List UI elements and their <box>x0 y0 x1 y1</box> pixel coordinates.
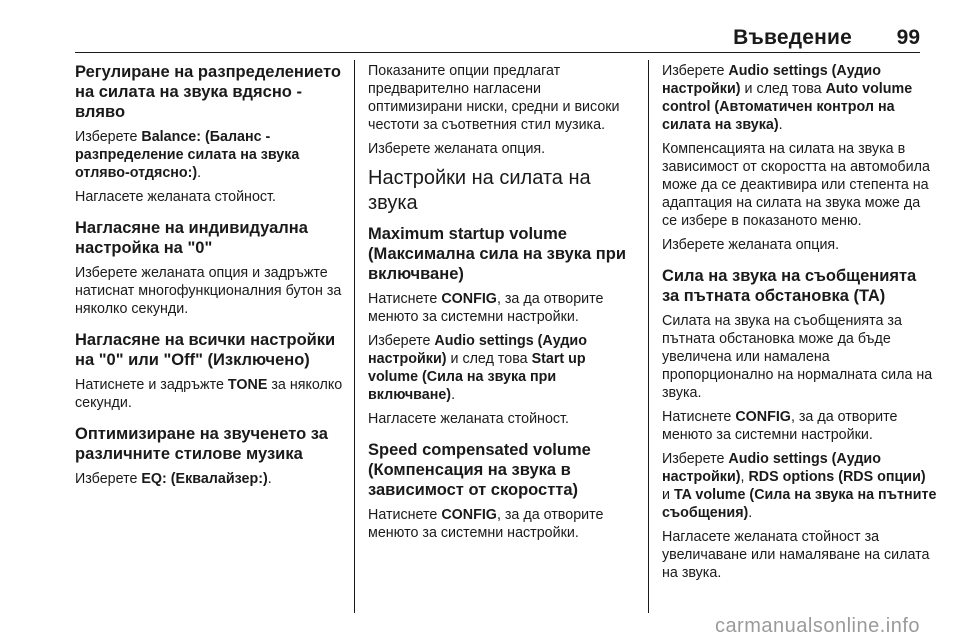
reset-single-heading: Нагласяне на индивидуална настройка на "0" <box>75 219 308 257</box>
ta-config-text: Натиснете CONFIG, за да отворите менюто за системни настройки. <box>662 409 898 443</box>
startup-adjust-text: Нагласете желаната стойност. <box>368 411 569 427</box>
auto-volume-select-text: Изберете Audio settings (Аудио настройки) и след това Auto volume control (Автоматичен контрол на силата на звука). <box>662 63 913 133</box>
page-header <box>40 26 920 54</box>
tone-button-label: TONE <box>227 377 268 393</box>
eq-menu-item: EQ: (Еквалайзер:) <box>141 471 268 487</box>
select-option-text: Изберете желаната опция. <box>368 141 546 157</box>
eq-heading: Оптимизиране на звученето за различните стилове музика <box>75 425 328 463</box>
balance-adjust-text: Нагласете желаната стойност. <box>75 189 276 205</box>
column-left <box>75 62 343 494</box>
ta-volume-heading: Сила на звука на съобщенията за пътната обстановка (TA) <box>662 267 917 305</box>
watermark-text: carmanualsonline.info <box>714 615 920 637</box>
startup-volume-heading: Maximum startup volume (Максимална сила на звука при включване) <box>368 225 626 283</box>
volume-settings-heading: Настройки на силата на звука <box>368 167 591 214</box>
column-divider-2 <box>648 60 649 613</box>
header-divider <box>75 52 920 53</box>
page-number: 99 <box>896 26 920 49</box>
column-middle <box>368 62 636 548</box>
auto-volume-select-option: Изберете желаната опция. <box>662 237 840 253</box>
eq-instruction: Изберете EQ: (Еквалайзер:). <box>75 471 272 487</box>
column-divider-1 <box>354 60 355 613</box>
ta-select-text: Изберете Audio settings (Аудио настройки), RDS options (RDS опции) и TA volume (Сила на звука на пътните съобщения). <box>662 451 937 521</box>
speed-volume-heading: Speed compensated volume (Компенсация на звука в зависимост от скоростта) <box>368 441 591 499</box>
balance-menu-item: Balance: (Баланс - разпределение силата на звука отляво-отдясно:) <box>75 129 300 181</box>
ta-volume-description: Силата на звука на съобщенията за пътната обстановка може да бъде увеличена или намалена пропорционално на нормалната сила на звука. <box>662 313 933 401</box>
speed-config-text: Натиснете CONFIG, за да отворите менюто за системни настройки. <box>368 507 604 541</box>
reset-single-text: Изберете желаната опция и задръжте натиснат многофункционалния бутон за няколко секунди. <box>75 265 342 317</box>
startup-select-text: Изберете Audio settings (Аудио настройки) и след това Start up volume (Сила на звука при включване). <box>368 333 587 403</box>
section-title: Въведение <box>733 26 852 49</box>
reset-all-heading: Нагласяне на всички настройки на "0" или "Off" (Изключено) <box>75 331 336 369</box>
balance-heading: Регулиране на разпределението на силата на звука вдясно - вляво <box>75 63 341 121</box>
balance-instruction: Изберете Balance: (Баланс - разпределение силата на звука отляво-отдясно:). <box>75 129 300 181</box>
startup-config-text: Натиснете CONFIG, за да отворите менюто за системни настройки. <box>368 291 604 325</box>
ta-adjust-text: Нагласете желаната стойност за увеличаване или намаляване на силата на звука. <box>662 529 930 581</box>
column-right <box>662 62 937 588</box>
config-button-label: CONFIG <box>441 291 497 307</box>
reset-all-text: Натиснете и задръжте TONE за няколко секунди. <box>75 377 343 411</box>
auto-volume-description: Компенсацията на силата на звука в зависимост от скоростта на автомобила може да се деактивира или степента на адаптация на силата на звука може да се избере в показаното меню. <box>662 141 930 229</box>
eq-options-text: Показаните опции предлагат предварително нагласени оптимизирани ниски, средни и високи честоти за съответния стил музика. <box>368 63 620 133</box>
